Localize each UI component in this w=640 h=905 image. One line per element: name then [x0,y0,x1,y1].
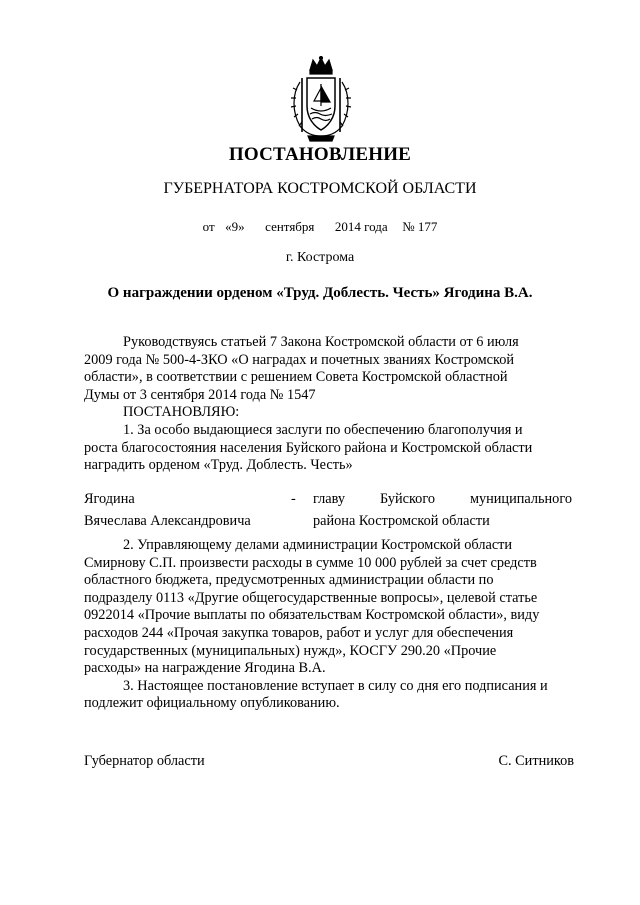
date-line [0,219,640,235]
date-month: сентября [265,219,315,234]
signatory-name: С. Ситников [498,753,574,769]
signatory-position: Губернатор области [84,753,205,769]
document-subtitle: ГУБЕРНАТОРА КОСТРОМСКОЙ ОБЛАСТИ [163,180,477,197]
text-line: расходы» на награждение Ягодина В.А. [84,660,326,677]
awardee-name [84,488,251,532]
text-line: ПОСТАНОВЛЯЮ: [123,404,240,421]
text-line: 2. Управляющему делами администрации Костромской области [123,537,513,553]
text-line: наградить орденом «Труд. Доблесть. Честь» [84,457,353,474]
document-number: № 177 [402,219,438,234]
dash: - [291,491,296,507]
text-line: областного бюджета, предусмотренных администрации области по [84,572,494,589]
date-day: «9» [225,219,245,234]
position-line [313,488,572,510]
text-line: Думы от 3 сентября 2014 года № 1547 [84,386,316,403]
position-word: Буйского [379,491,435,507]
awardee-given-name: Вячеслава Александровича [84,513,251,529]
position-line: района Костромской области [313,513,490,529]
paragraph-2 [84,537,573,713]
date-prefix: от [202,219,215,234]
awardee-position [313,488,572,532]
document-title: ПОСТАНОВЛЕНИЕ [228,144,412,165]
city: г. Кострома [285,250,355,265]
awardee-surname: Ягодина [84,491,135,507]
text-line: подразделу 0113 «Другие общегосударственные вопросы», целевой статье [84,589,538,606]
text-line: области», в соответствии с решением Совета Костромской областной [84,369,508,386]
text-line: 2009 года № 500-4-ЗКО «О наградах и почетных званиях Костромской [84,351,515,368]
date-year: 2014 года [334,219,388,234]
text-line: 1. За особо выдающиеся заслуги по обеспечению благополучия и [123,421,523,438]
text-line: подлежит официальному опубликованию. [84,695,340,712]
text-line: государственных (муниципальных) нужд», КОСГУ 290.20 «Прочие [84,642,497,659]
text-line: расходов 244 «Прочая закупка товаров, работ и услуг для обеспечения [84,624,514,641]
coat-of-arms-icon [288,56,354,142]
position-word: главу [313,491,346,507]
text-line: Руководствуясь статьей 7 Закона Костромской области от 6 июля [123,334,519,350]
text-line: роста благосостояния населения Буйского района и Костромской области [84,439,533,456]
text-line: Смирнову С.П. произвести расходы в сумме 10 000 рублей за счет средств [84,554,537,571]
text-line: 3. Настоящее постановление вступает в силу со дня его подписания и [123,677,548,694]
paragraph-1 [84,334,573,475]
text-line: 0922014 «Прочие выплаты по обязательствам Костромской области», виду [84,607,540,624]
document-heading: О награждении орденом «Труд. Доблесть. Честь» Ягодина В.А. [107,285,533,301]
position-word: муниципального [469,491,572,507]
